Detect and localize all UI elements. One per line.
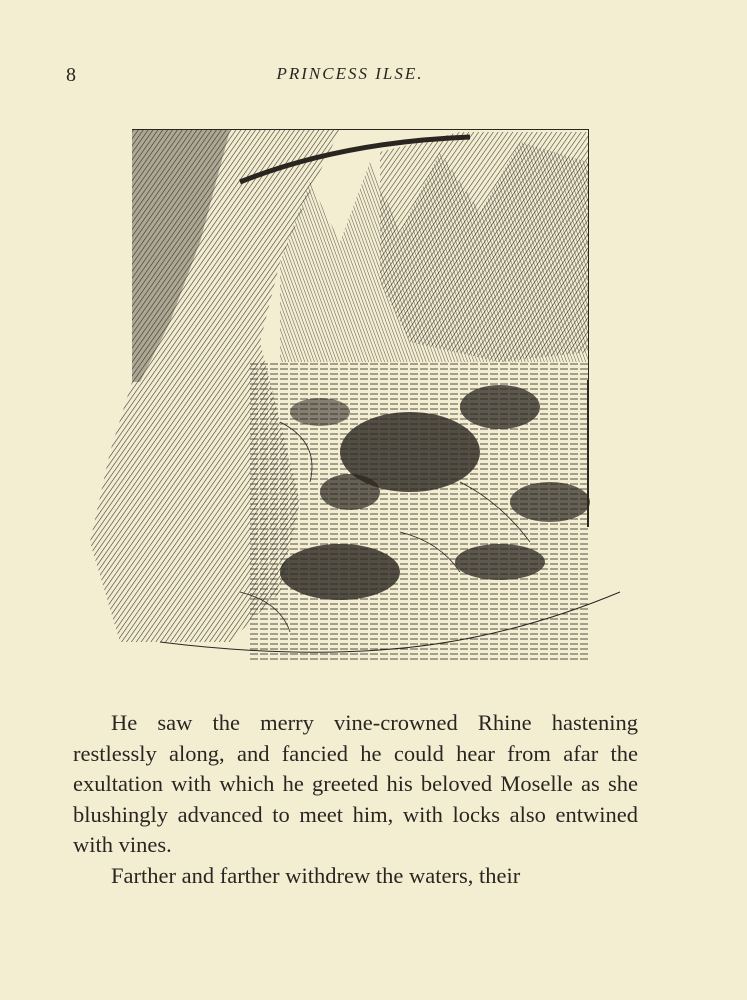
illustration [80, 122, 630, 667]
paragraph: He saw the merry vine-crowned Rhine hastening restlessly along, and fancied he could hear from afar the exultation with which he greeted his beloved Moselle as she blushingly advanced to meet him, with locks also entwined with vines. [73, 710, 638, 857]
paragraph: Farther and farther withdrew the waters, their [111, 862, 521, 888]
page-number: 8 [66, 64, 76, 86]
body-text [73, 708, 638, 891]
running-head: PRINCESS ILSE. [276, 64, 424, 83]
